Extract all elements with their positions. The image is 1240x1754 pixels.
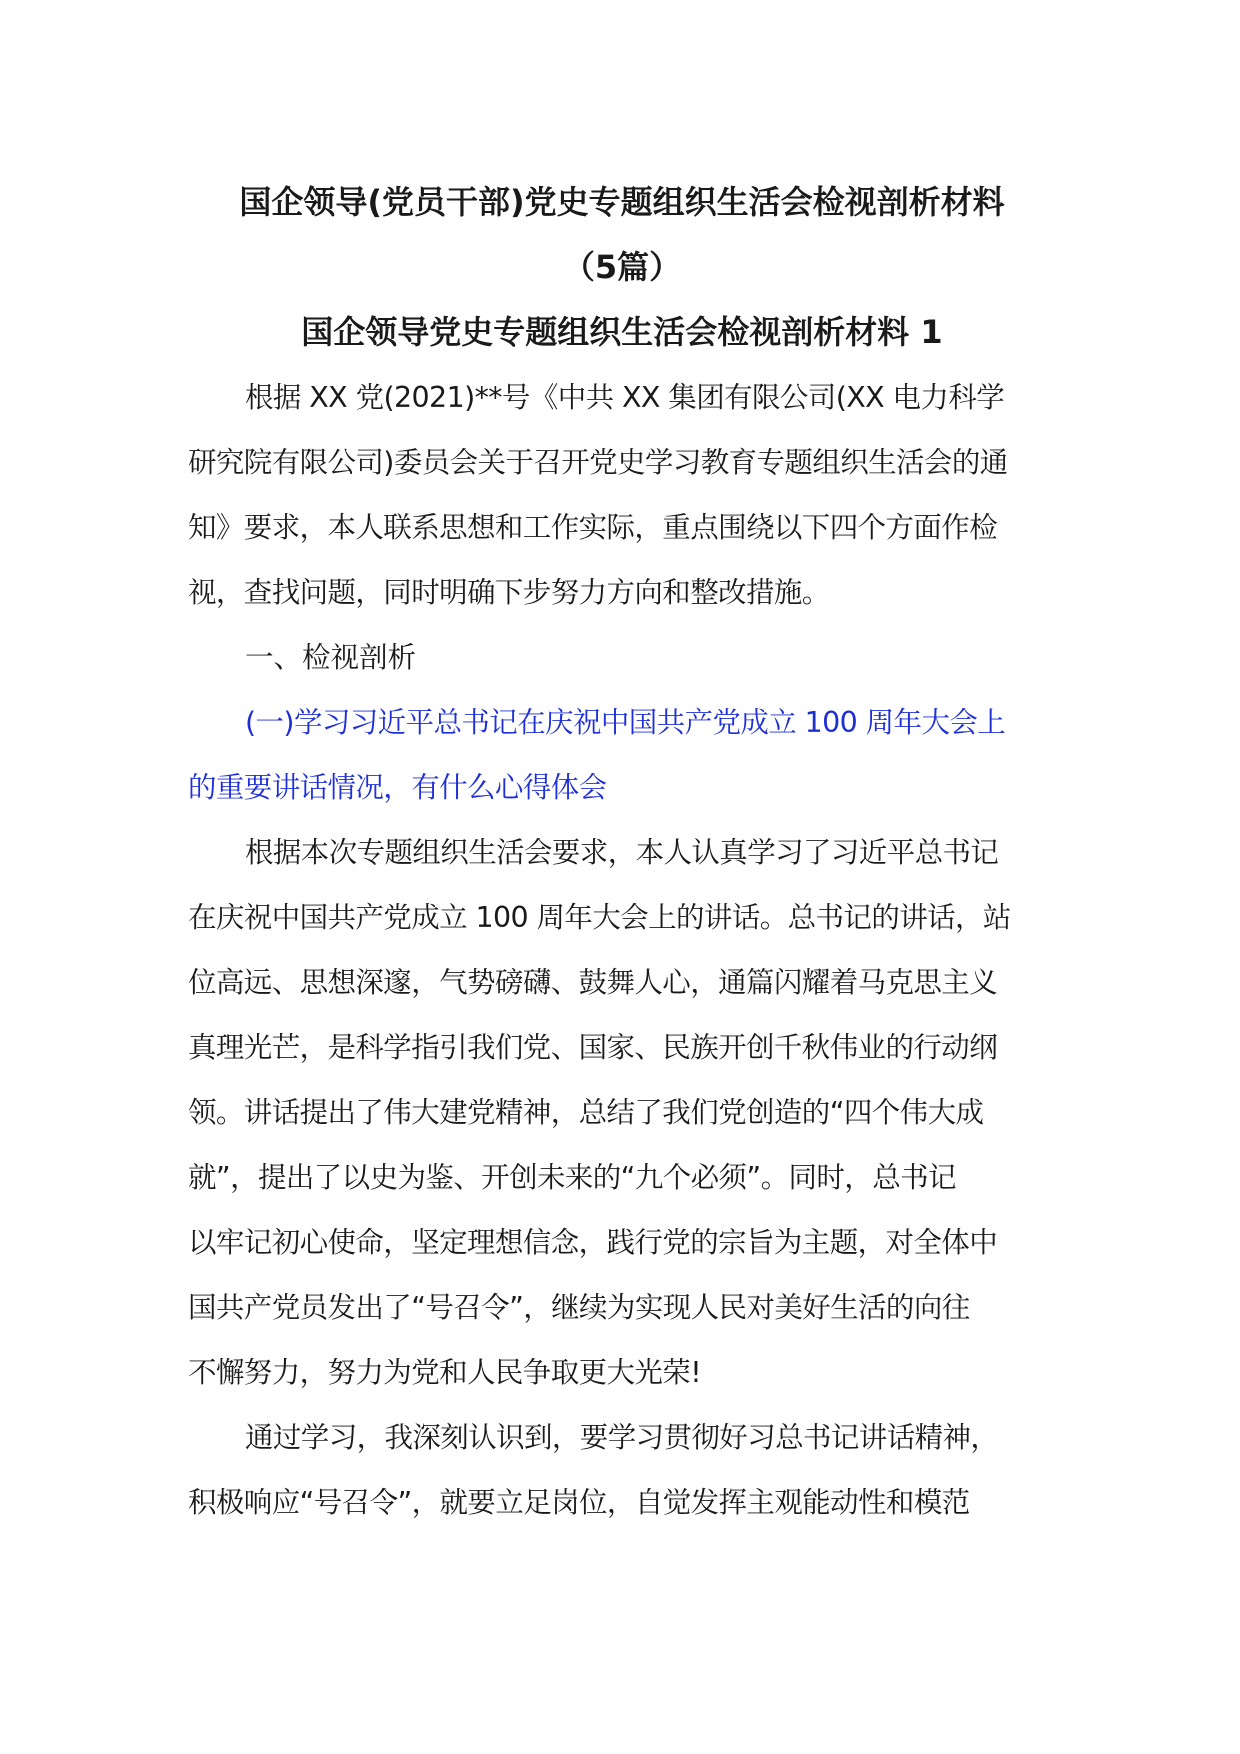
text-line: 就”，提出了以史为鉴、开创未来的“九个必须”。同时，总书记: [188, 1161, 956, 1194]
text-line: 根据本次专题组织生活会要求，本人认真学习了习近平总书记: [245, 836, 999, 869]
text-line: 真理光芒，是科学指引我们党、国家、民族开创千秋伟业的行动纲: [188, 1031, 998, 1064]
text-line: 通过学习，我深刻认识到，要学习贯彻好习总书记讲话精神，: [245, 1421, 999, 1454]
text-line: 国共产党员发出了“号召令”，继续为实现人民对美好生活的向往: [188, 1291, 970, 1324]
text-line: 视，查找问题，同时明确下步努力方向和整改措施。: [188, 576, 830, 609]
text-line: 领。讲话提出了伟大建党精神，总结了我们党创造的“四个伟大成: [188, 1096, 984, 1129]
text-line: 根据 XX 党(2021)**号《中共 XX 集团有限公司(XX 电力科学: [245, 381, 1005, 414]
text-line: 研究院有限公司)委员会关于召开党史学习教育专题组织生活会的通: [188, 446, 1008, 479]
text-line: 积极响应“号召令”，就要立足岗位，自觉发挥主观能动性和模范: [188, 1486, 970, 1519]
text-line: 的重要讲话情况，有什么心得体会: [188, 771, 607, 804]
text-line: 位高远、思想深邃，气势磅礴、鼓舞人心，通篇闪耀着马克思主义: [188, 966, 998, 999]
intro-paragraph: [188, 365, 1056, 625]
document-title: 国企领导(党员干部)党史专题组织生活会检视剖析材料: [239, 183, 1005, 221]
section-doc-title: 国企领导党史专题组织生活会检视剖析材料 1: [301, 313, 943, 351]
document-title-count: （5篇）: [562, 248, 682, 286]
text-line: 在庆祝中国共产党成立 100 周年大会上的讲话。总书记的讲话，站: [188, 901, 1011, 934]
text-line: 不懈努力，努力为党和人民争取更大光荣!: [188, 1356, 702, 1389]
body-paragraph: [188, 1405, 1056, 1535]
document-page: [188, 170, 1056, 1535]
text-line: 知》要求，本人联系思想和工作实际，重点围绕以下四个方面作检: [188, 511, 998, 544]
text-line: 以牢记初心使命，坚定理想信念，践行党的宗旨为主题，对全体中: [188, 1226, 998, 1259]
subsection-heading: [188, 690, 1056, 820]
text-line: (一)学习习近平总书记在庆祝中国共产党成立 100 周年大会上: [245, 706, 1006, 739]
section-heading: 一、检视剖析: [245, 641, 417, 674]
body-paragraph: [188, 820, 1056, 1405]
